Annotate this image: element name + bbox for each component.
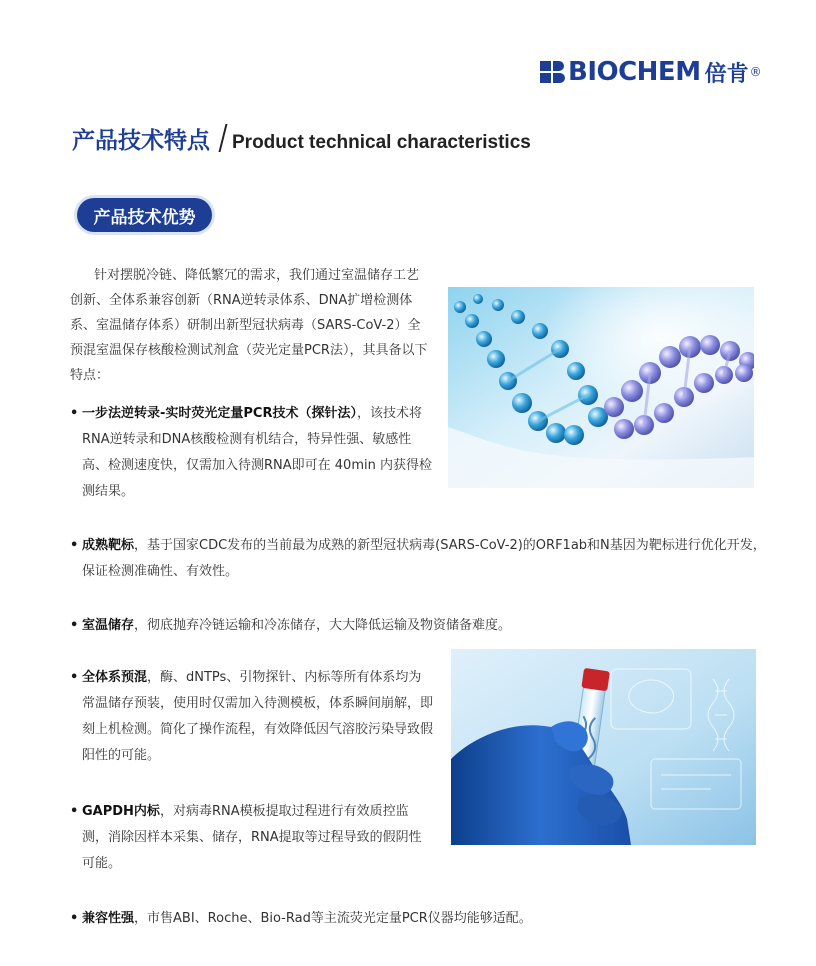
brand-name: BIOCHEM — [568, 57, 701, 87]
brand-logo — [540, 52, 762, 92]
registered-mark: ® — [749, 65, 762, 79]
feature-text: ，彻底抛弃冷链运输和冷冻储存，大大降低运输及物资储备难度。 — [134, 618, 512, 633]
section-label: 产品技术优势 — [77, 198, 212, 232]
feature-item — [70, 665, 434, 769]
title-divider — [219, 124, 228, 152]
feature-text: ，该技术将RNA逆转录和DNA核酸检测有机结合，特异性强、敏感性高、检测速度快，仅需加入待测RNA即可在 40min 内获得检测结果。 — [82, 406, 432, 499]
feature-title: 成熟靶标 — [82, 538, 135, 553]
intro-paragraph: 针对摆脱冷链、降低繁冗的需求，我们通过室温储存工艺创新、全体系兼容创新（RNA逆转录体系、DNA扩增检测体系、室温储存体系）研制出新型冠状病毒（SARS-CoV-2）全预混室温保存核酸检测试剂盒（荧光定量PCR法），其具备以下特点： — [70, 268, 428, 383]
feature-item — [70, 613, 770, 639]
feature-title: 兼容性强 — [82, 911, 135, 926]
bullet-icon: • — [70, 670, 79, 685]
bullet-icon: • — [70, 911, 79, 926]
brand-name-cn: 倍肯 — [704, 61, 749, 87]
feature-item — [70, 906, 770, 932]
bullet-icon: • — [70, 804, 79, 819]
feature-text: ，对病毒RNA模板提取过程进行有效质控监测，消除因样本采集、储存，RNA提取等过程导致的假阴性可能。 — [82, 804, 422, 871]
bullet-icon: • — [70, 538, 79, 553]
logo-mark-icon — [540, 59, 566, 85]
page-title — [72, 120, 531, 155]
page-title-en: Product technical characteristics — [232, 132, 531, 153]
feature-title: 一步法逆转录-实时荧光定量PCR技术（探针法） — [82, 406, 357, 421]
dna-helix-image — [448, 287, 754, 488]
feature-item — [70, 799, 434, 877]
test-tube-image — [451, 649, 756, 845]
feature-title: 室温储存 — [82, 618, 135, 633]
bullet-icon: • — [70, 618, 79, 633]
feature-title: 全体系预混 — [82, 670, 148, 685]
feature-title: GAPDH内标 — [82, 804, 160, 819]
feature-text: ，基于国家CDC发布的当前最为成熟的新型冠状病毒(SARS-CoV-2)的ORF1ab和N基因为靶标进行优化开发，保证检测准确性、有效性。 — [82, 538, 766, 579]
feature-text: ，市售ABI、Roche、Bio-Rad等主流荧光定量PCR仪器均能够适配。 — [134, 911, 532, 926]
bullet-icon: • — [70, 406, 79, 421]
page-title-cn: 产品技术特点 — [72, 128, 210, 154]
feature-item — [70, 401, 434, 505]
feature-item — [70, 533, 770, 585]
feature-text: ，酶、dNTPs、引物探针、内标等所有体系均为常温储存预装，使用时仅需加入待测模板，体系瞬间崩解，即刻上机检测。简化了操作流程，有效降低因气溶胶污染导致假阳性的可能。 — [82, 670, 434, 763]
